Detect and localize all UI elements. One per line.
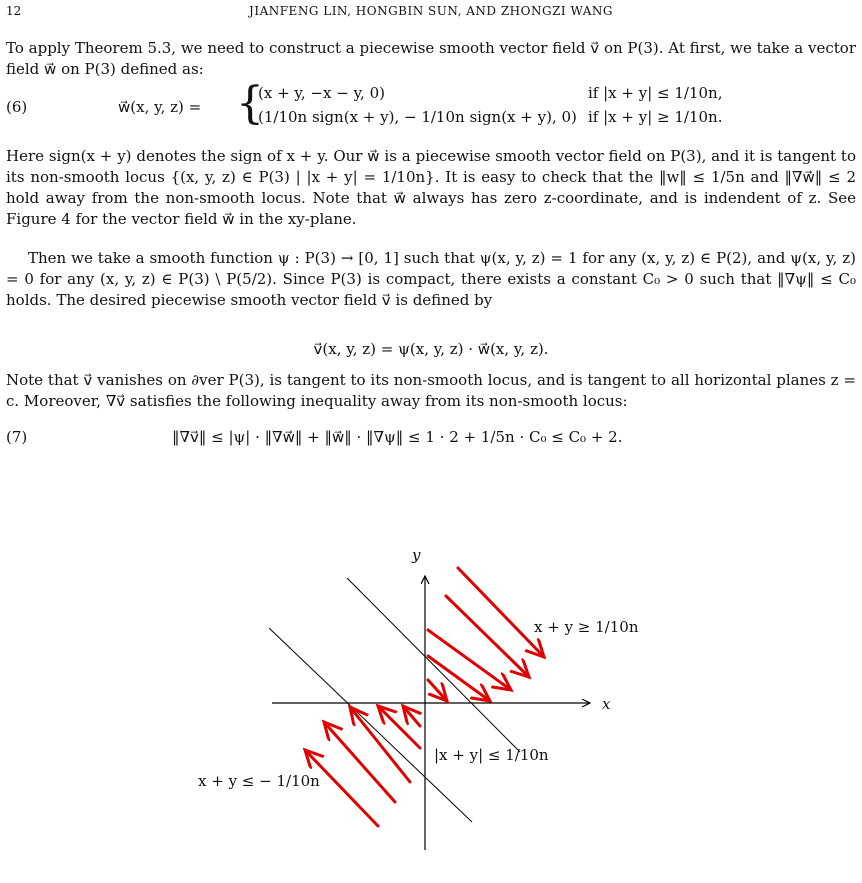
arrow-upper-5: [428, 680, 447, 701]
equation-v: v⃗(x, y, z) = ψ(x, y, z) · w⃗(x, y, z).: [313, 340, 549, 358]
equation-7: ‖∇v⃗‖ ≤ |ψ| · ‖∇w⃗‖ + ‖w⃗‖ · ‖∇ψ‖ ≤ 1 · 2 + 1/5n · C₀ ≤ C₀ + 2.: [172, 428, 623, 446]
arrow-lower-1: [403, 706, 420, 726]
equation-6-number: (6): [6, 98, 28, 116]
arrow-upper-3: [428, 630, 511, 690]
equation-6-case1-value: (x + y, −x − y, 0): [258, 84, 385, 102]
arrow-lower-2: [378, 706, 420, 748]
arrow-upper-4: [428, 656, 490, 701]
region-upper-label: x + y ≥ 1/10n: [534, 618, 639, 636]
equation-6-case1-condition: if |x + y| ≤ 1/10n,: [588, 84, 723, 102]
boundary-line-lower: [269, 628, 472, 822]
equation-6-lhs: w⃗(x, y, z) =: [118, 98, 202, 116]
paragraph-2: Here sign(x + y) denotes the sign of x + y. Our w⃗ is a piecewise smooth vector field on P(3), and it is tangent to its non-smooth locus {(x, y, z) ∈ P(3) | |x + y| = 1/10n}. It is easy to check that the ‖w‖ ≤ 1/5n and ‖∇w⃗‖ ≤ 2 hold away from the non-smooth locus. Note that w⃗ always has zero z-coordinate, and is indendent of z. See Figure 4 for the vector field w⃗ in the xy-plane.: [6, 147, 856, 228]
region-lower-label: x + y ≤ − 1/10n: [198, 772, 320, 790]
arrow-group-lower: [305, 706, 420, 826]
page-number: 12: [6, 4, 22, 18]
arrow-group-upper: [428, 568, 544, 701]
running-title: JIANFENG LIN, HONGBIN SUN, AND ZHONGZI WANG: [249, 4, 613, 18]
x-axis-label: x: [602, 695, 611, 713]
arrow-lower-3: [350, 707, 410, 782]
equation-7-number: (7): [6, 428, 28, 446]
paragraph-1: To apply Theorem 5.3, we need to construct a piecewise smooth vector field v⃗ on P(3). At first, we take a vector field w⃗ on P(3) defined as:: [6, 39, 856, 78]
equation-6-brace: {: [236, 78, 264, 129]
paragraph-3: Then we take a smooth function ψ : P(3) → [0, 1] such that ψ(x, y, z) = 1 for any (x, y, z) ∈ P(2), and ψ(x, y, z) = 0 for any (x, y, z) ∈ P(3) \ P(5/2). Since P(3) is compact, there exists a constant C₀ > 0 such that ‖∇ψ‖ ≤ C₀ holds. The desired piecewise smooth vector field v⃗ is defined by: [6, 249, 856, 309]
region-middle-label: |x + y| ≤ 1/10n: [434, 746, 549, 764]
arrow-lower-4: [324, 722, 395, 802]
y-axis-label: y: [412, 546, 421, 564]
equation-6-case2-value: (1/10n sign(x + y), − 1/10n sign(x + y), 0): [258, 108, 577, 126]
arrow-upper-2: [446, 596, 529, 677]
equation-6-case2-condition: if |x + y| ≥ 1/10n.: [588, 108, 723, 126]
paragraph-4: Note that v⃗ vanishes on ∂ver P(3), is tangent to its non-smooth locus, and is tangent to all horizontal planes z = c. Moreover, ∇v⃗ satisfies the following inequality away from its non-smooth locus:: [6, 371, 856, 410]
arrow-upper-1: [458, 568, 544, 657]
